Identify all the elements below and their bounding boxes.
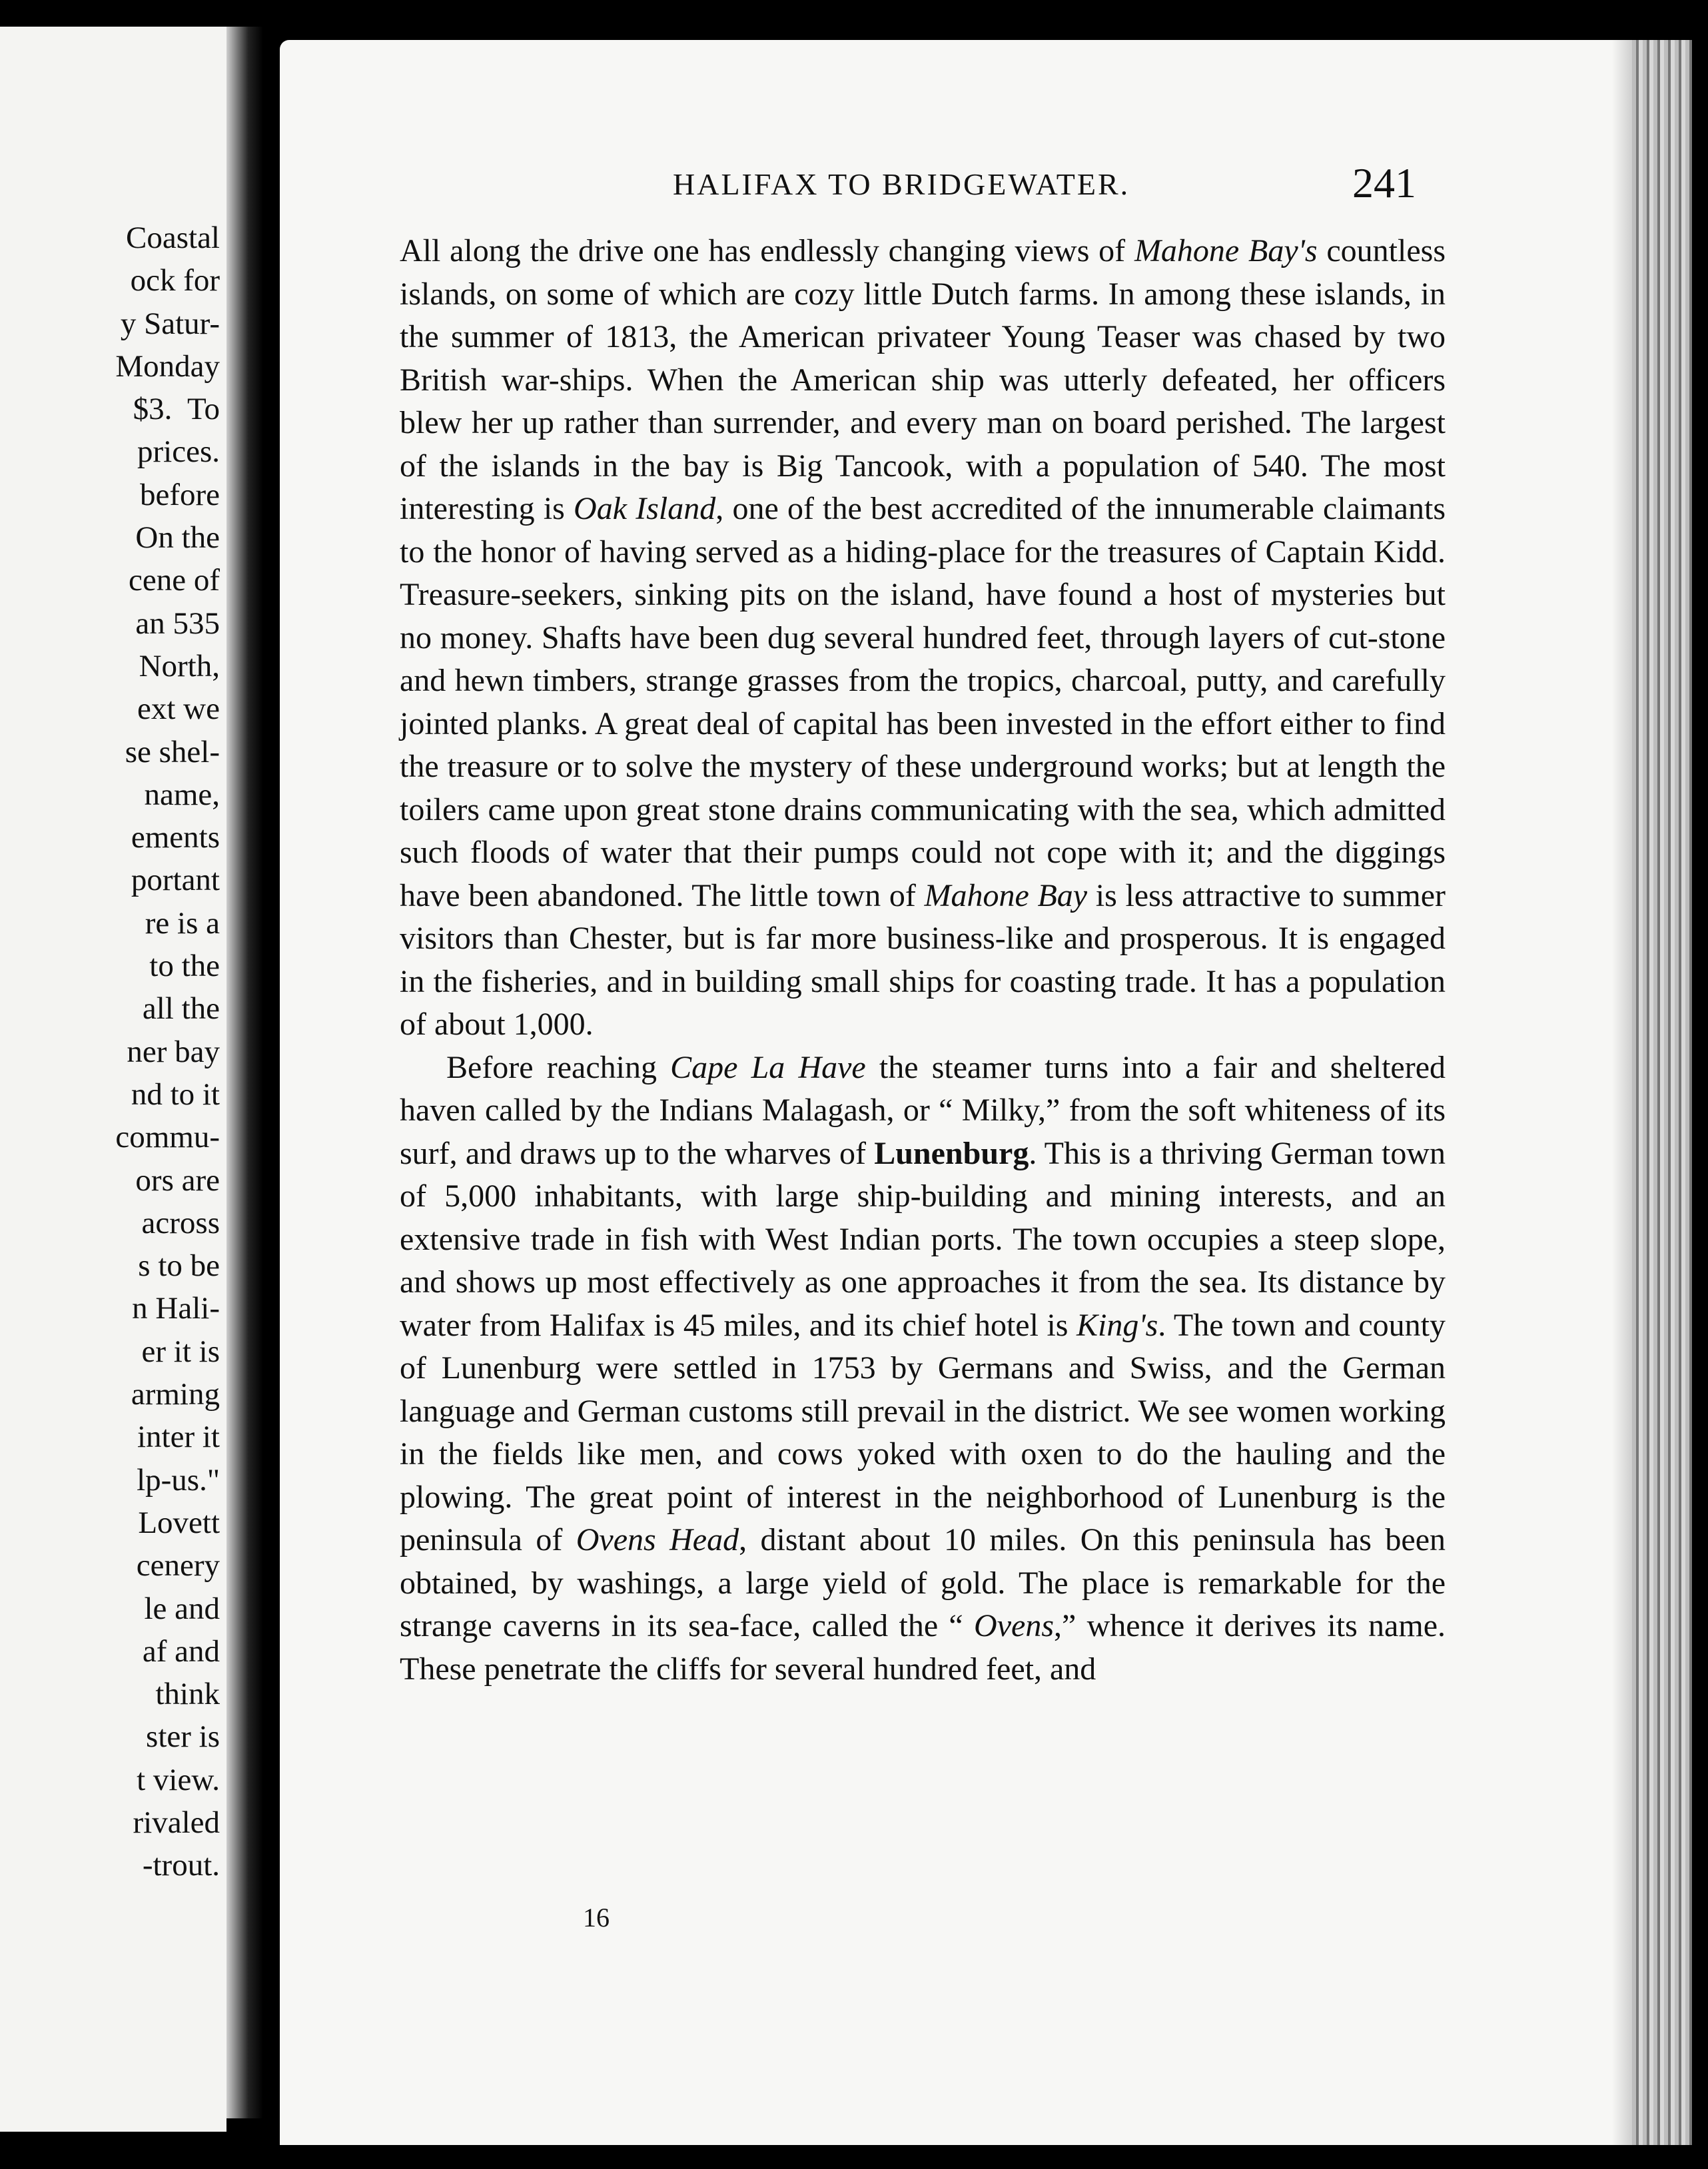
left-page-line: North,	[139, 648, 220, 683]
left-page-line: ors are	[135, 1162, 220, 1198]
left-page-line: rivaled	[133, 1805, 220, 1840]
place-name: Mahone Bay	[924, 877, 1088, 913]
page-stack-edge	[1632, 40, 1692, 2145]
place-name: Ovens	[974, 1608, 1054, 1643]
left-page-line: Coastal	[126, 220, 220, 255]
signature-mark: 16	[583, 1903, 610, 1933]
paragraph-2: Before reaching Cape La Have the steamer turns into a fair and sheltered haven called by the Indians Malagash, or “ Milky,” from the soft whiteness of its surf, and draws up to the wharves of Lunenburg. This is a thriving German town of 5,000 inhabitants, with large ship-building and mining interests, and an extensive trade in fish with West Indian ports. The town occupies a steep slope, and shows up most effectively as one approaches it from the sea. Its distance by water from Halifax is 45 miles, and its chief hotel is King's. The town and county of Lunenburg were settled in 1753 by Germans and Swiss, and the German language and German customs still prevail in the district. We see women working in the fields like men, and cows yoked with oxen to do the hauling and the plowing. The great point of interest in the neighborhood of Lunenburg is the peninsula of Ovens Head, distant about 10 miles. On this peninsula has been obtained, by washings, a large yield of gold. The place is remarkable for the strange caverns in its sea-face, called the “ Ovens,” whence it derives its name. These penetrate the cliffs for several hundred feet, and	[400, 1049, 1446, 1687]
left-page-line: Monday	[115, 348, 220, 384]
left-page-line: ock for	[130, 263, 220, 298]
left-page-line: portant	[131, 863, 220, 898]
place-name: Ovens Head	[576, 1522, 739, 1557]
page-edge-shadow	[1612, 40, 1635, 2145]
left-page-line: lp-us."	[137, 1462, 220, 1498]
place-name: Cape La Have	[670, 1049, 866, 1085]
left-page-line: ner bay	[127, 1034, 220, 1069]
left-page-line: nd to it	[131, 1077, 220, 1112]
left-page-line: across	[141, 1205, 220, 1240]
left-page-line: ext we	[137, 691, 220, 727]
left-page-line: -trout.	[142, 1848, 220, 1883]
place-name: Mahone Bay's	[1134, 233, 1318, 268]
hotel-name: King's	[1076, 1307, 1158, 1343]
left-page-line: arming	[131, 1377, 220, 1412]
left-page-line: commu-	[115, 1120, 220, 1155]
running-header	[673, 167, 1130, 202]
left-page-text	[115, 217, 220, 1887]
left-page-line: before	[139, 477, 220, 512]
left-page-line: af and	[142, 1633, 220, 1669]
bold-place-name: Lunenburg	[874, 1135, 1029, 1171]
left-page-line: think	[155, 1677, 220, 1712]
left-page-line: er it is	[141, 1334, 220, 1369]
left-page-line: Lovett	[138, 1505, 220, 1540]
left-page-line: On the	[135, 520, 220, 556]
left-page-line: le and	[144, 1591, 220, 1626]
left-page-line: cenery	[136, 1548, 220, 1583]
place-name: Oak Island	[574, 491, 716, 526]
running-title: HALIFAX TO BRIDGEWATER.	[673, 167, 1130, 201]
left-page-line: name,	[144, 777, 220, 812]
left-page-line: n Hali-	[132, 1291, 220, 1326]
left-page	[0, 27, 226, 2132]
left-page-line: all the	[142, 991, 220, 1027]
left-page-line: $3. To	[133, 392, 220, 427]
left-page-line: an 535	[135, 606, 220, 641]
left-page-line: inter it	[137, 1420, 220, 1455]
left-page-line: s to be	[138, 1248, 220, 1284]
left-page-line: to the	[149, 949, 220, 984]
left-page-line: ements	[131, 820, 220, 855]
left-page-line: cene of	[129, 563, 220, 598]
left-page-line: se shel-	[125, 734, 220, 769]
book-gutter	[226, 27, 263, 2118]
left-page-line: t view.	[137, 1762, 220, 1797]
left-page-line: re is a	[145, 905, 220, 941]
left-page-line: y Satur-	[120, 306, 220, 341]
paragraph-1: All along the drive one has endlessly changing views of Mahone Bay's countless islands, on some of which are cozy little Dutch farms. In among these islands, in the summer of 1813, the American privateer Young Teaser was chased by two British war-ships. When the American ship was utterly defeated, her officers blew her up rather than surrender, and every man on board perished. The largest of the islands in the bay is Big Tancook, with a population of 540. The most interesting is Oak Island, one of the best accredited of the innumerable claimants to the honor of having served as a hiding-place for the treasures of Captain Kidd. Treasure-seekers, sinking pits on the island, have found a host of mysteries but no money. Shafts have been dug several hundred feet, through layers of cut-stone and hewn timbers, strange grasses from the tropics, charcoal, putty, and carefully jointed planks. A great deal of capital has been invested in the effort either to find the treasure or to solve the mystery of these underground works; but at length the toilers came upon great stone drains communicating with the sea, which admitted such floods of water that their pumps could not cope with it; and the diggings have been abandoned. The little town of Mahone Bay is less attractive to summer visitors than Chester, but is far more business-like and prosperous. It is engaged in the fisheries, and in building small ships for coasting trade. It has a population of about 1,000.	[400, 233, 1446, 1042]
left-page-line: ster is	[146, 1719, 220, 1755]
left-page-line: prices.	[137, 434, 220, 470]
main-text	[400, 230, 1446, 1691]
page-number: 241	[1352, 159, 1416, 207]
